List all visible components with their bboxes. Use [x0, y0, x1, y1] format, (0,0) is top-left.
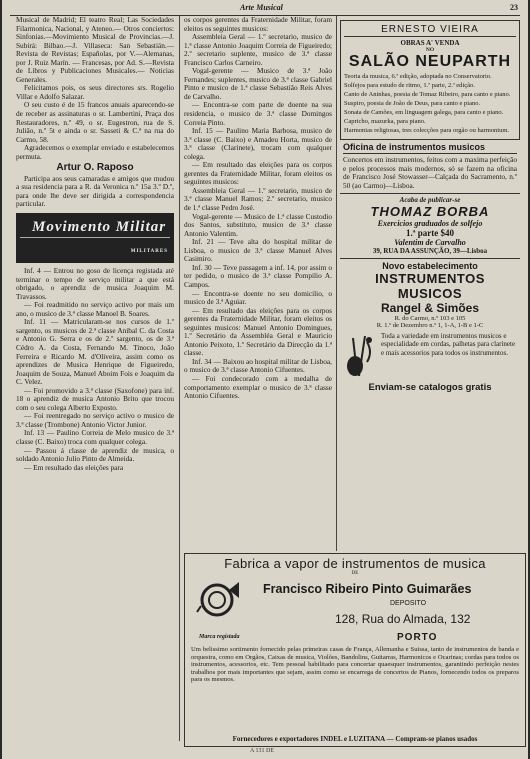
ad1-item: Canto de Aninhas, poesia de Tomaz Ribeiro, para canto e piano.: [344, 91, 511, 98]
ad3-line4: Valentim de Carvalho: [394, 238, 466, 248]
ad1-item: Sonata de Camões, em linguagem galega, para canto e piano.: [344, 109, 504, 116]
ad4-addr2: R. 1.º de Dezembro n.º 1, 1-A, 1-B e 1-C: [376, 322, 484, 330]
col1-para-2: Felicitamos pois, os seus directores srs. Rogelio Villar e Adolfo Salazar.: [16, 83, 174, 101]
col1-para-3: O seu custo é de 15 francos anuais aparecendo-se de receber as assinaturas o sr. Lambertini, Praça dos Restauradores, n.º 49, o sr. Eugestron, rua de S. Julião, n.º 5t e ainda o sr. Sasseti & C.ª na rua do Carmo, 58.: [16, 100, 174, 144]
ad1-item: Harmonias religiosas, tres colecções para orgão ou harmonium.: [344, 127, 510, 134]
col2-para-1: os corpos gerentes da Fraternidade Militar, foram eleitos os seguintes musicos:: [184, 16, 332, 33]
col1-military-7: — Passou á classe de aprendiz de musica, o soldado Antonio Julio Pinto de Almeida.: [16, 445, 174, 464]
bottom-title: Fabrica a vapor de instrumentos de musica: [224, 556, 486, 571]
col2-para-3: Vogal-gerente — Musico de 3.ª João Fernandes; suplentes, musico de 3.ª classe Gabriel Pinto e musico de 1.ª classe Sebastião Reis Alves de Carvalho.: [184, 66, 332, 101]
col2-para-6: — Em resultado das eleições para os corpos gerentes da Fraternidade Militar, foram eleitos os seguintes musicos:: [184, 160, 332, 187]
col2-para-10: Inf. 30 — Teve passagem a inf. 14, por assim o ter pedido, o musico de 3.ª classe Pompilio A. Campos.: [184, 262, 332, 289]
ad1-big: SALÃO NEUPARTH: [348, 53, 512, 70]
page-header-title: Arte Musical: [240, 3, 283, 12]
ad4-addr1: R. do Carmo, n.º 103 e 105: [394, 315, 466, 323]
bottom-deposit: DEPOSITO: [390, 600, 427, 607]
bottom-de: DE: [351, 571, 359, 576]
bottom-mark: Marca registada: [199, 634, 240, 640]
ad3-name: THOMAZ BORBA: [370, 204, 490, 220]
column-1: [16, 16, 174, 716]
col2-para-5: Inf. 15 — Paulino Maria Barbosa, musico de 3.ª classe (C. Baixo) e Amadeu Horta, musico de 3.ª classe (Clarinete), trocam com qualquer colega.: [184, 126, 332, 161]
logo-sub: MILITARES: [130, 249, 168, 255]
ad2-text: Concertos em instrumentos, feitos com a maxima perfeição e pelos processos mais modernos, só se fazem na oficina de Francisco José Stowasser—Calçada do Sacramento, n.º 50 (ao Carmo)—Lisboa.: [343, 155, 517, 190]
col2-para-9: Inf. 21 — Teve alta do hospital militar de Lisboa, o musico de 3.ª classe Manuel Alves Casimiro.: [184, 237, 332, 264]
col1-military-8: — Em resultado das eleições para: [24, 462, 124, 472]
ad1-sale: OBRAS A' VENDA: [400, 39, 460, 47]
col2-para-14: — Foi condecorado com a medalha de comportamento exemplar o musico de 3.ª classe Antonio Cifuentes.: [184, 373, 332, 401]
ad2-title: Oficina de instrumentos musicos: [343, 142, 517, 154]
ad4-row: [343, 332, 517, 380]
page-header: [10, 3, 520, 16]
bottom-city: PORTO: [397, 632, 438, 643]
col1-military-3: Inf. 11 — Matricularam-se nos cursos de 1.º sargento, os musicos de 2.ª classe Anibal C. da Costa e Antonio G. Serra e os de 2.º sargento, os de 3.ª Cédro A. da Costa, Fernando M. Tinoco, João Ferreira e Ricardo M. d'Oliveira, assim como os aprendizes de Musica Henrique de Figueiredo, Joaquim de Souza, Manuel Aboim Fois e Joaquim da C. Velez.: [16, 317, 174, 387]
instruments-icon: [343, 332, 377, 380]
ad3-line1: Acaba de publicar-se: [399, 196, 461, 205]
col2-para-4: — Encontra-se com parte de doente na sua residencia, o musico de 3.ª classe Domingos Correia Pinto.: [184, 100, 332, 127]
ad4-cta: Enviam-se catalogos gratis: [368, 382, 492, 394]
column-divider-2: [336, 16, 337, 551]
section-title-raposo: Artur O. Raposo: [56, 162, 134, 174]
col1-military-6: Inf. 13 — Paulino Correia de Melo musico de 3.ª classe (C. Baixo) troca com qualquer colega.: [16, 428, 174, 446]
bottom-firm: Francisco Ribeiro Pinto Guimarães: [263, 582, 472, 596]
col1-military-2: — Foi readmitido no serviço activo por mais um ano, o musico de 3.ª classe Manoel B. Soares.: [16, 300, 174, 318]
ad1-name: ERNESTO VIEIRA: [344, 23, 516, 37]
ad-fabrica: [184, 553, 526, 747]
ad1-item: Solfejos para estudo de ritmo, 1.ª parte, 2.ª edição.: [344, 82, 475, 89]
col2-para-12: — Em resultado das eleições para os corpos gerentes da Fraternidade Militar, foram eleitos os seguintes musicos: Manuel Antonio Domingues, 1.º Secretário da Assembléa Geral e Mauricio Antonio Peixoto, 1.º Secretário da Direcção da 1.ª classe.: [184, 305, 332, 358]
col2-para-13: Inf. 34 — Baixou ao hospital militar de Lisboa, o musico de 3.ª classe Antonio Cifuentes.: [184, 356, 332, 375]
ad4-t1: Novo estabelecimento: [382, 261, 478, 272]
ad4-desc: Toda a variedade em instrumentos musicos e especialidade em cordas, palhetas para clarinete e mais acessorios para todos os instrumentos.: [381, 332, 516, 357]
col2-para-7: Assembleia Geral — 1.º secretario, musico de 3.ª classe Manuel Ramos; 2.º secretario, musico de 1.ª classe Pedro José.: [184, 185, 332, 213]
ad4-t3: Rangel & Simões: [380, 301, 480, 316]
col1-para-1: Musical de Madrid; El teatro Real; Las Sociedades Filarmonica, Nacional, y Ateneo.— Otros conciertos: Sinfonias.—Movimiento Musical de Provincias.—J. Subirá: Bilbao.—J. Villaseca: San Sebastián.— Revista de Revistas; Españolas, por V.—Alemanas, por J. Ruiz Marín. — Francesas, por Ad. S.—Revista de Libros y Publicaciones Musicales.— Noticias Generales.: [16, 16, 174, 84]
ad-ernesto-vieira: [340, 20, 520, 140]
ad-thomaz-borba: [340, 194, 520, 259]
ad3-line5: 39, RUA DA ASSUNÇÃO, 39—Lisboa: [372, 247, 488, 256]
page-number: 23: [510, 3, 518, 12]
bottom-tail: Fornecedores e exportadores INDEL e LUZITANA — Compram-se pianos usados: [232, 735, 478, 743]
ad4-t2: INSTRUMENTOS MUSICOS: [375, 271, 485, 302]
ad1-no: NO: [425, 47, 435, 53]
col2-para-11: — Encontra-se doente no seu domicilio, o musico de 3.ª Aguiar.: [184, 288, 332, 307]
col2-para-8: Vogal-gerente — Musico de 1.ª classe Custodio dos Santos, substituto, musico de 3.ª classe Antonio Valentim.: [184, 211, 332, 238]
col1-para-4: Agradecemos o exemplar enviado e estabelecemos permuta.: [16, 143, 174, 161]
movimento-militar-logo: [16, 213, 174, 263]
logo-text: Movimento Militar: [32, 219, 167, 236]
ad3-line3: 1.ª parte $40: [406, 228, 454, 239]
col1-military-1: Inf. 4 — Entrou no goso de licença registada até terminar o tempo de serviço militar a que está obrigado, o aprendiz de musica Joaquim M. Travassos.: [16, 266, 174, 301]
horn-icon: [195, 580, 241, 620]
ad1-item: Suspiro, poesia de João de Deus, para canto e piano.: [344, 100, 481, 107]
ad-oficina: [340, 140, 520, 194]
col1-military-5: — Foi reentregado no serviço activo o musico de 3.ª classe (Trombone) Antonio Victor Junior.: [16, 411, 174, 429]
newspaper-page: [2, 0, 528, 759]
col1-military-4: — Foi promovido a 3.ª classe (Saxofone) para inf. 18 o aprendiz de musica Antonio Brito que trocou com o seu colega Alberto Exposto.: [16, 385, 174, 412]
bottom-body: Um belissimo sortimento fornecido pelas primeiras casas de França, Allemanha e Suissa, tanto de instrumentos de banda e orquestra, como em Orgãos, Caixas de musica, Violões, Bandolins, Guitarras, Harmonicos e Ocarinas; cordas para todos os instrumentos, acessorios, etc. Tem pessoal habilitado para concertar quaesquer instrumentos, garantindo perfeição nestes trabalhos por mais importantes que sejam, assim como se encarrega de concertos de Pianos, fornecendo todos os preparos para os mesmos.: [191, 646, 519, 684]
column-divider-1: [179, 16, 180, 741]
bottom-address: 128, Rua do Almada, 132: [335, 612, 471, 626]
page-footer: A 131 DE: [250, 748, 274, 754]
raposo-text: Participa aos seus camaradas e amigos que mudou a sua residencia para a R. da Veronica n.º 15a 3.º D.º, para onde lhe deve ser dirigida a correspondencia particular.: [16, 173, 174, 209]
col2-para-2: Assembleia Geral — 1.º secretario, musico de 1.ª classe Antonio Joaquim Correia de Figueiredo; 2.º secretario suplente, musico de 3.ª classe Francisco Carlos Carneiro.: [184, 32, 332, 67]
ad1-item: Teoria da musica, 6.ª edição, adoptada no Conservatorio.: [344, 73, 492, 80]
ad3-line2: Exercicios graduados de solfejo: [377, 219, 483, 229]
ad1-item: Capricho, mazurka, para piano.: [344, 118, 426, 125]
ads-column: [340, 16, 520, 551]
ad-rangel-simoes: [340, 259, 520, 396]
ad1-list: [344, 73, 516, 135]
column-2: [184, 16, 332, 546]
